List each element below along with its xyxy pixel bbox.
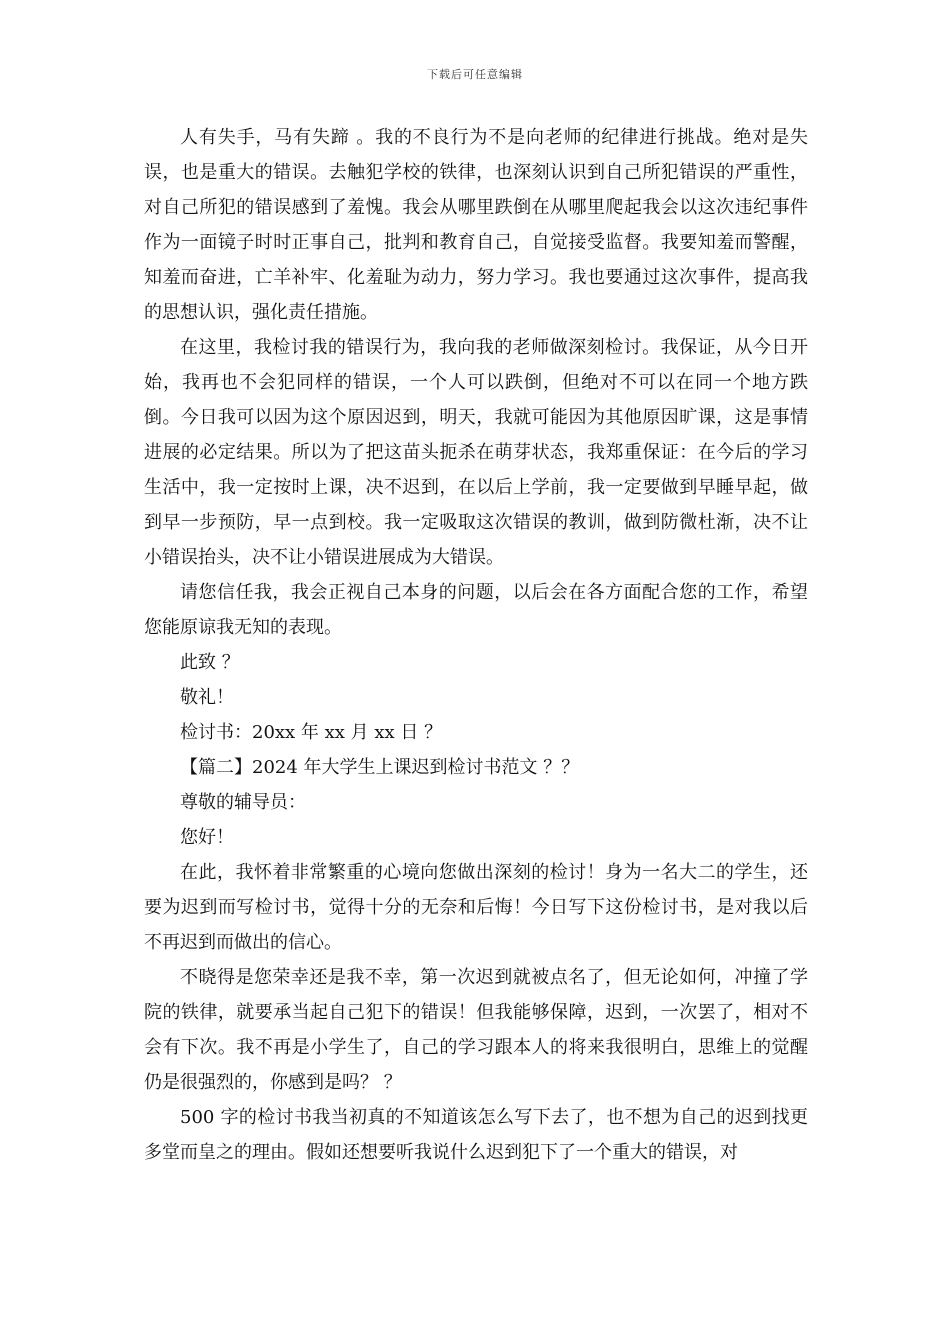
greeting-line: 您好！ xyxy=(180,827,234,848)
paragraph: 人有失手，马有失蹄 。我的不良行为不是向老师的纪律进行挑战。绝对是失误，也是重大的错误。去触犯学校的铁律，也深刻认识到自己所犯错误的严重性，对自己所犯的错误感到了羞愧。我会从哪里跌倒在从哪里爬起我会以这次违纪事件作为一面镜子时时正事自己，批判和教育自己，自觉接受监督。我要知羞而警醒，知羞而奋进，亡羊补牢、化羞耻为动力，努力学习。我也要通过这次事件，提高我的思想认识，强化责任措施。 xyxy=(144,127,808,323)
salutation-line: 敬礼！ xyxy=(180,687,234,708)
paragraph: 在此，我怀着非常繁重的心境向您做出深刻的检讨！身为一名大二的学生，还要为迟到而写检讨书，觉得十分的无奈和后悔！今日写下这份检讨书，是对我以后不再迟到而做出的信心。 xyxy=(144,862,808,953)
page-header: 下载后可任意编辑 xyxy=(427,68,523,81)
section-title: 【篇二】2024 年大学生上课迟到检讨书范文 ？？ xyxy=(180,757,580,778)
paragraph: 在这里，我检讨我的错误行为，我向我的老师做深刻检讨。我保证，从今日开始，我再也不会犯同样的错误，一个人可以跌倒，但绝对不可以在同一个地方跌倒。今日我可以因为这个原因迟到，明天，我就可能因为其他原因旷课，这是事情进展的必定结果。所以为了把这苗头扼杀在萌芽状态，我郑重保证：在今后的学习生活中，我一定按时上课，决不迟到，在以后上学前，我一定要做到早睡早起，做到早一步预防，早一点到校。我一定吸取这次错误的教训，做到防微杜渐，决不让小错误抬头，决不让小错误进展成为大错误。 xyxy=(144,337,808,568)
date-line: 检讨书：20xx 年 xx 月 xx 日 ？ xyxy=(180,722,443,743)
document-body xyxy=(144,120,808,1170)
paragraph: 不晓得是您荣幸还是我不幸，第一次迟到就被点名了，但无论如何，冲撞了学院的铁律，就要承当起自己犯下的错误！但我能够保障，迟到，一次罢了，相对不会有下次。我不再是小学生了，自己的学习跟本人的将来我很明白，思维上的觉醒仍是很强烈的，你感到是吗？ ？ xyxy=(144,967,808,1093)
addressee-line: 尊敬的辅导员： xyxy=(180,792,306,813)
paragraph: 请您信任我，我会正视自己本身的问题，以后会在各方面配合您的工作，希望您能原谅我无知的表现。 xyxy=(144,582,808,638)
closing-line: 此致 ？ xyxy=(180,652,240,673)
paragraph: 500 字的检讨书我当初真的不知道该怎么写下去了，也不想为自己的迟到找更多堂而皇之的理由。假如还想要听我说什么迟到犯下了一个重大的错误，对 xyxy=(144,1107,808,1163)
